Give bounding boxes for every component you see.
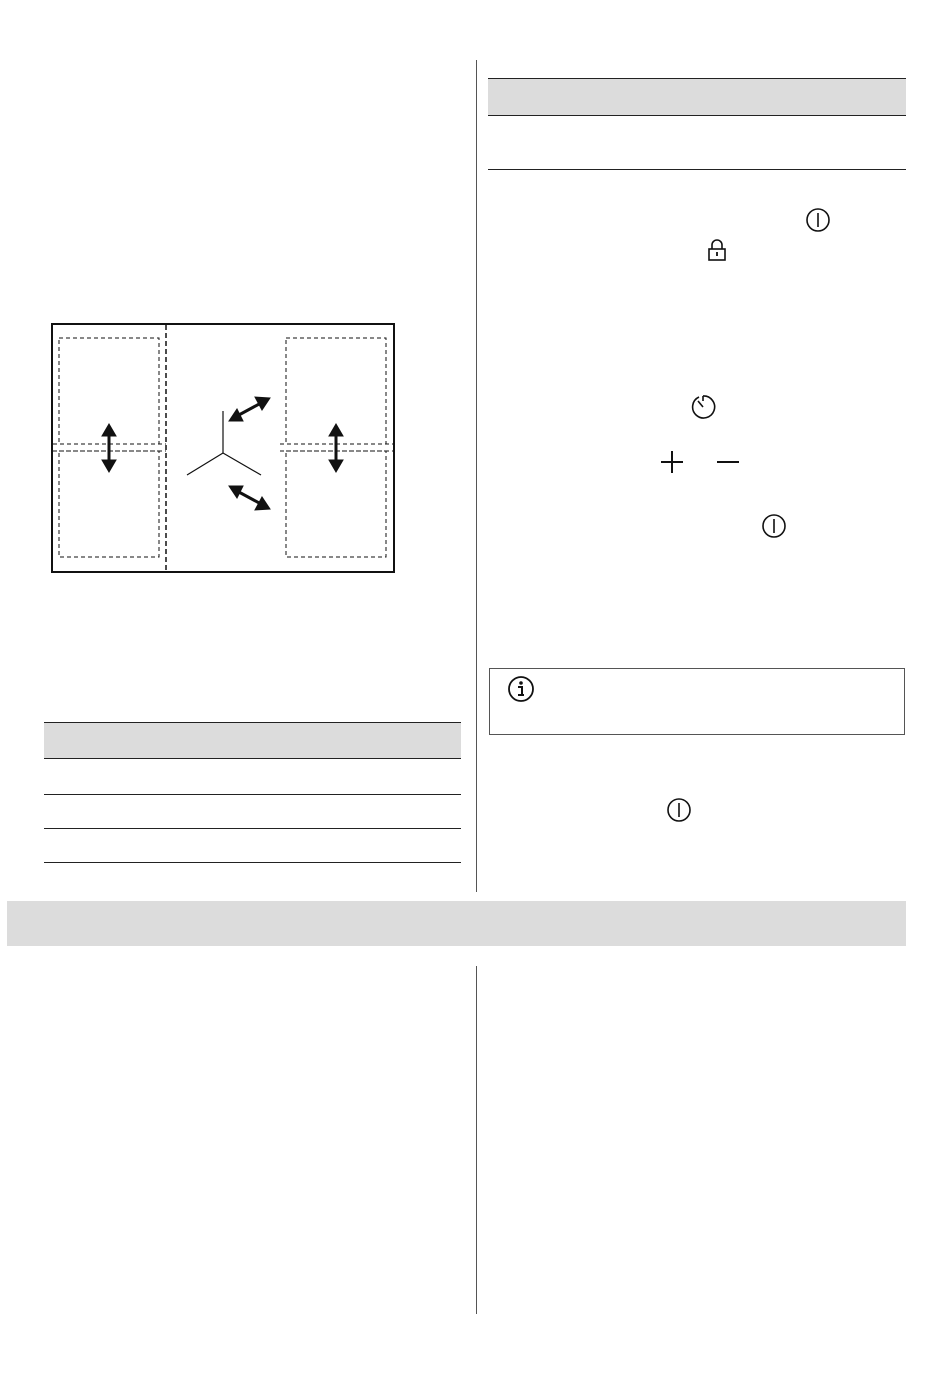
left-table-header [44,723,461,758]
power-icon [761,513,787,539]
power-icon [805,207,831,233]
left-table-header-rule [44,758,461,759]
left-table-row-rule [44,794,461,795]
cooking-zones-diagram [51,323,395,573]
left-table-row-rule [44,828,461,829]
column-divider-top [476,60,477,892]
right-table-row-rule [488,169,906,170]
minus-icon [715,449,741,475]
section-title-bar [7,901,906,946]
timer-icon [690,394,716,420]
info-box [489,668,905,735]
right-table-header-rule [488,115,906,116]
column-divider-bottom [476,966,477,1314]
lock-icon [707,238,727,262]
info-icon [507,675,535,703]
power-icon [666,797,692,823]
plus-icon [659,449,685,475]
left-table-row-rule [44,862,461,863]
right-table-header [488,79,906,115]
